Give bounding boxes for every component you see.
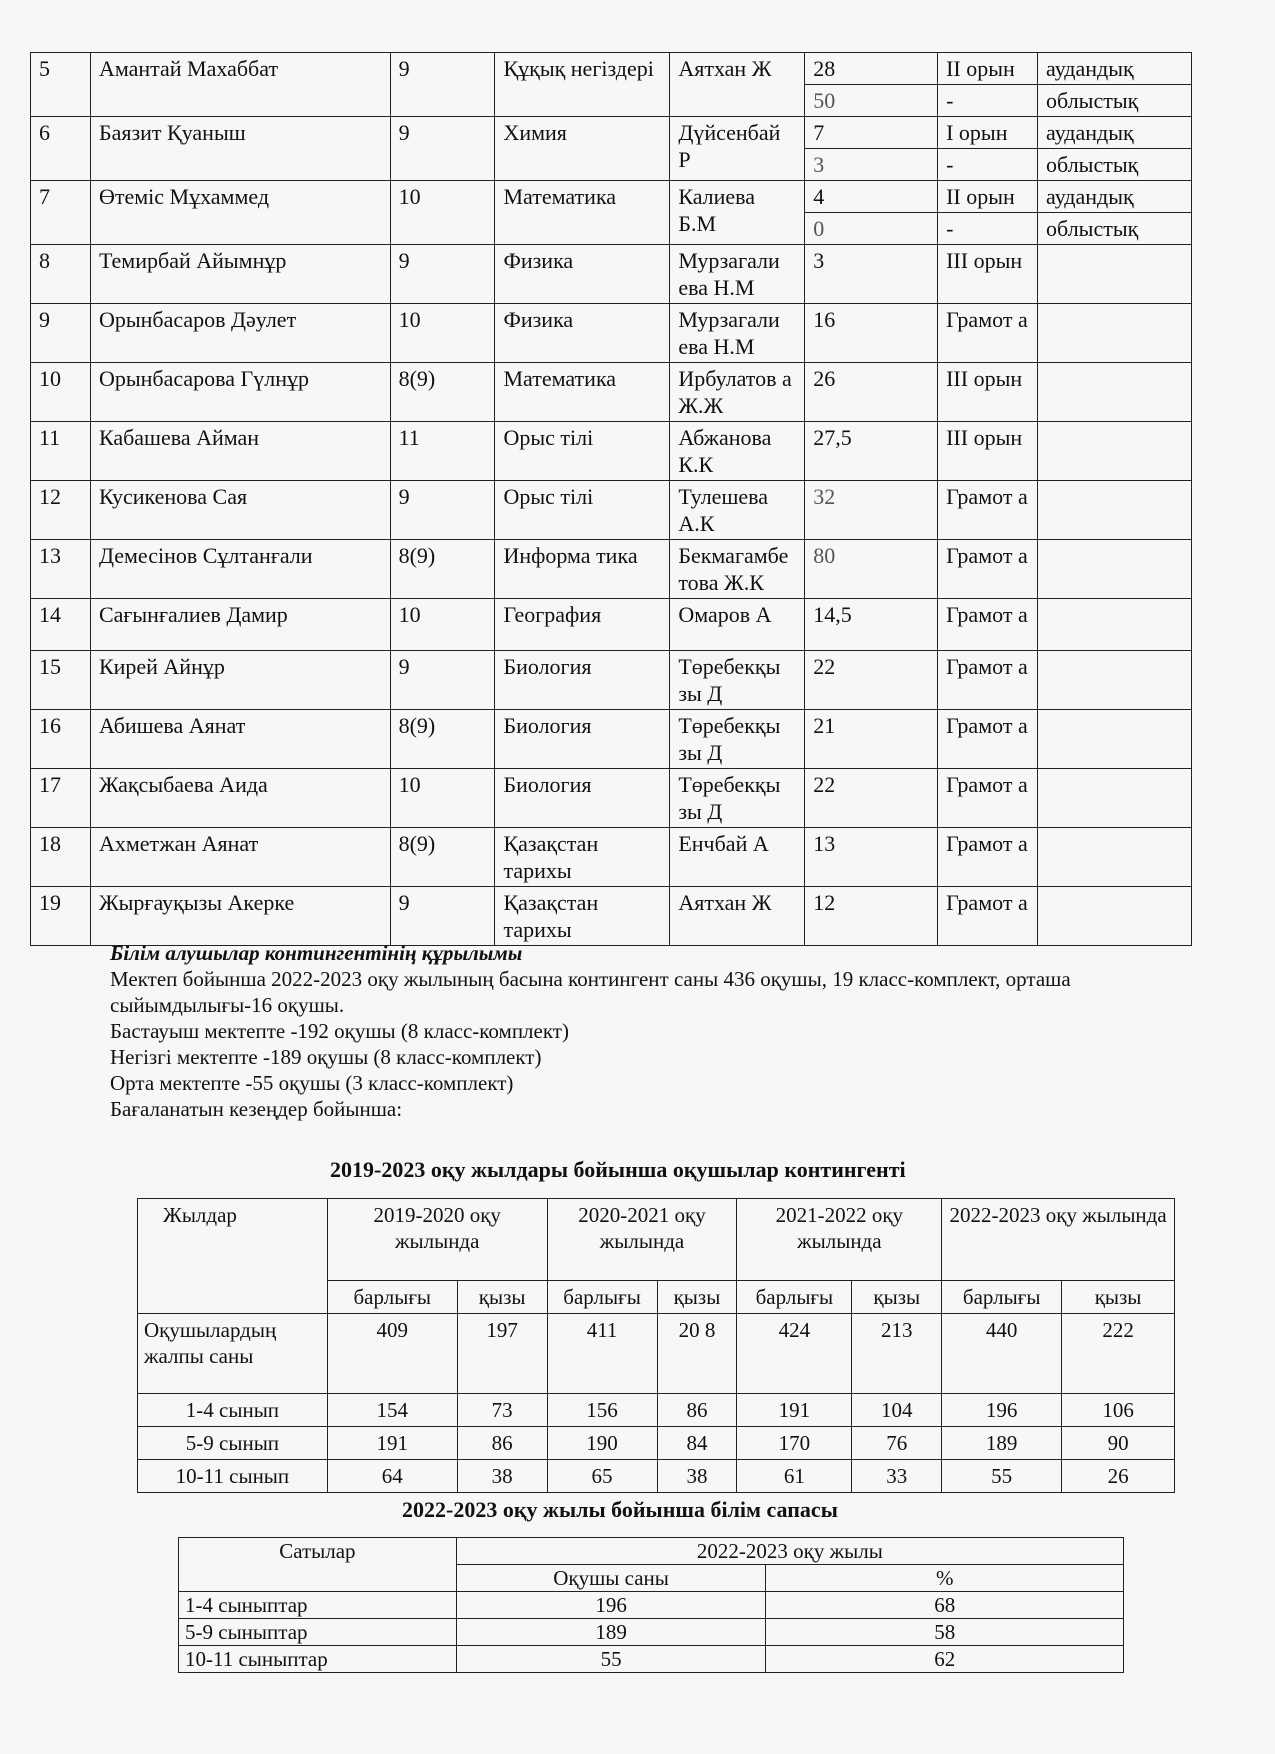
total-value: 154 <box>327 1394 457 1427</box>
grade: 9 <box>390 53 495 117</box>
level <box>1038 540 1192 599</box>
level: аудандық <box>1038 53 1192 85</box>
total-header: барлығы <box>737 1281 852 1314</box>
total-value: 61 <box>737 1460 852 1493</box>
level: облыстық <box>1038 149 1192 181</box>
girls-value: 104 <box>852 1394 942 1427</box>
subject: Биология <box>495 710 670 769</box>
place: Грамот а <box>938 887 1038 946</box>
teacher: Төребекқы зы Д <box>670 710 805 769</box>
score: 13 <box>805 828 938 887</box>
subject: Қазақстан тарихы <box>495 887 670 946</box>
girls-header: қызы <box>657 1281 737 1314</box>
grade: 10 <box>390 181 495 245</box>
table-row <box>179 1592 1124 1619</box>
student-name: Жырғауқызы Акерке <box>90 887 390 946</box>
score: 28 <box>805 53 938 85</box>
table-row <box>31 651 1192 710</box>
quality-percent: 68 <box>766 1592 1124 1619</box>
total-value: 65 <box>547 1460 657 1493</box>
score: 3 <box>805 149 938 181</box>
place: Грамот а <box>938 651 1038 710</box>
student-count: 189 <box>456 1619 766 1646</box>
place: Грамот а <box>938 481 1038 540</box>
student-count: 196 <box>456 1592 766 1619</box>
quality-percent: 58 <box>766 1619 1124 1646</box>
student-name: Жақсыбаева Аида <box>90 769 390 828</box>
contingent-table <box>137 1198 1175 1493</box>
girls-value: 86 <box>457 1427 547 1460</box>
grade: 8(9) <box>390 363 495 422</box>
subject: Орыс тілі <box>495 422 670 481</box>
subject: География <box>495 599 670 651</box>
table-row <box>138 1314 1175 1394</box>
year-header: 2022-2023 оқу жылы <box>456 1538 1123 1565</box>
level <box>1038 422 1192 481</box>
girls-value: 84 <box>657 1427 737 1460</box>
score: 22 <box>805 769 938 828</box>
teacher: Калиева Б.М <box>670 181 805 245</box>
table-row <box>31 181 1192 213</box>
girls-value: 38 <box>657 1460 737 1493</box>
score: 27,5 <box>805 422 938 481</box>
place: Грамот а <box>938 828 1038 887</box>
teacher: Бекмагамбе това Ж.К <box>670 540 805 599</box>
girls-value: 197 <box>457 1314 547 1394</box>
count-header: Оқушы саны <box>456 1565 766 1592</box>
girls-header: қызы <box>852 1281 942 1314</box>
levels-header: Сатылар <box>179 1538 457 1592</box>
row-label: 5-9 сынып <box>138 1427 328 1460</box>
year-header: 2019-2020 оқу жылында <box>327 1199 547 1281</box>
table-row <box>31 769 1192 828</box>
year-header: 2022-2023 оқу жылында <box>942 1199 1175 1281</box>
row-number: 9 <box>31 304 91 363</box>
subject: Физика <box>495 304 670 363</box>
paragraph: Бағаланатын кезеңдер бойынша: <box>110 1097 403 1121</box>
score: 16 <box>805 304 938 363</box>
table-row <box>138 1427 1175 1460</box>
place: Грамот а <box>938 540 1038 599</box>
subject: Биология <box>495 651 670 710</box>
student-name: Кабашева Айман <box>90 422 390 481</box>
subject: Информа тика <box>495 540 670 599</box>
total-value: 55 <box>942 1460 1062 1493</box>
row-number: 5 <box>31 53 91 117</box>
girls-value: 222 <box>1062 1314 1175 1394</box>
place: - <box>938 213 1038 245</box>
grade: 8(9) <box>390 540 495 599</box>
table-row <box>138 1460 1175 1493</box>
place: ІІ орын <box>938 181 1038 213</box>
total-header: барлығы <box>547 1281 657 1314</box>
girls-value: 26 <box>1062 1460 1175 1493</box>
score: 0 <box>805 213 938 245</box>
level <box>1038 710 1192 769</box>
total-header: барлығы <box>942 1281 1062 1314</box>
year-header: 2021-2022 оқу жылында <box>737 1199 942 1281</box>
total-value: 191 <box>327 1427 457 1460</box>
place: Грамот а <box>938 304 1038 363</box>
grade: 9 <box>390 481 495 540</box>
total-value: 191 <box>737 1394 852 1427</box>
olympiad-results-table <box>30 52 1192 946</box>
subject: Құқық негіздері <box>495 53 670 117</box>
table-row <box>31 53 1192 85</box>
table-row <box>31 710 1192 769</box>
teacher: Мурзагали ева Н.М <box>670 304 805 363</box>
level: облыстық <box>1038 85 1192 117</box>
student-count: 55 <box>456 1646 766 1673</box>
level <box>1038 599 1192 651</box>
grade: 8(9) <box>390 710 495 769</box>
total-value: 409 <box>327 1314 457 1394</box>
score: 4 <box>805 181 938 213</box>
total-value: 170 <box>737 1427 852 1460</box>
student-name: Демесінов Сұлтанғали <box>90 540 390 599</box>
place: Грамот а <box>938 710 1038 769</box>
table-row <box>31 363 1192 422</box>
grade: 8(9) <box>390 828 495 887</box>
total-value: 64 <box>327 1460 457 1493</box>
level <box>1038 481 1192 540</box>
teacher: Аятхан Ж <box>670 887 805 946</box>
table-row <box>31 481 1192 540</box>
quality-percent: 62 <box>766 1646 1124 1673</box>
teacher: Аятхан Ж <box>670 53 805 117</box>
total-header: барлығы <box>327 1281 457 1314</box>
row-number: 19 <box>31 887 91 946</box>
table-row <box>31 828 1192 887</box>
level <box>1038 828 1192 887</box>
student-name: Орынбасарова Гүлнұр <box>90 363 390 422</box>
score: 22 <box>805 651 938 710</box>
student-name: Ахметжан Аянат <box>90 828 390 887</box>
table-row <box>31 245 1192 304</box>
total-value: 189 <box>942 1427 1062 1460</box>
grade: 9 <box>390 117 495 181</box>
student-name: Өтеміс Мұхаммед <box>90 181 390 245</box>
score: 3 <box>805 245 938 304</box>
student-name: Баязит Қуаныш <box>90 117 390 181</box>
grade: 10 <box>390 599 495 651</box>
row-number: 8 <box>31 245 91 304</box>
quality-table <box>178 1537 1124 1673</box>
row-label: 1-4 сынып <box>138 1394 328 1427</box>
subject: Қазақстан тарихы <box>495 828 670 887</box>
row-number: 16 <box>31 710 91 769</box>
teacher: Мурзагали ева Н.М <box>670 245 805 304</box>
total-value: 411 <box>547 1314 657 1394</box>
row-number: 18 <box>31 828 91 887</box>
teacher: Омаров А <box>670 599 805 651</box>
level-label: 5-9 сыныптар <box>179 1619 457 1646</box>
total-value: 190 <box>547 1427 657 1460</box>
table-row <box>31 422 1192 481</box>
student-name: Темирбай Айымнұр <box>90 245 390 304</box>
student-name: Кусикенова Сая <box>90 481 390 540</box>
paragraph: Негізгі мектепте -189 оқушы (8 класс-комплект) <box>110 1045 542 1069</box>
score: 21 <box>805 710 938 769</box>
place: ІІІ орын <box>938 363 1038 422</box>
girls-value: 90 <box>1062 1427 1175 1460</box>
row-label: 10-11 сынып <box>138 1460 328 1493</box>
level-label: 1-4 сыныптар <box>179 1592 457 1619</box>
table-row <box>179 1646 1124 1673</box>
grade: 9 <box>390 651 495 710</box>
teacher: Төребекқы зы Д <box>670 651 805 710</box>
grade: 11 <box>390 422 495 481</box>
teacher: Ирбулатов а Ж.Ж <box>670 363 805 422</box>
quality-table-heading: 2022-2023 оқу жылы бойынша білім сапасы <box>402 1497 838 1522</box>
paragraph: Бастауыш мектепте -192 оқушы (8 класс-комплект) <box>110 1019 569 1043</box>
place: ІІІ орын <box>938 422 1038 481</box>
row-number: 7 <box>31 181 91 245</box>
row-number: 15 <box>31 651 91 710</box>
girls-header: қызы <box>457 1281 547 1314</box>
teacher: Тулешева А.К <box>670 481 805 540</box>
row-number: 10 <box>31 363 91 422</box>
row-label: Оқушылардың жалпы саны <box>138 1314 328 1394</box>
teacher: Абжанова К.К <box>670 422 805 481</box>
row-number: 6 <box>31 117 91 181</box>
place: ІІ орын <box>938 53 1038 85</box>
student-name: Орынбасаров Дәулет <box>90 304 390 363</box>
girls-value: 20 8 <box>657 1314 737 1394</box>
girls-value: 106 <box>1062 1394 1175 1427</box>
paragraph: Орта мектепте -55 оқушы (3 класс-комплект) <box>110 1071 514 1095</box>
row-number: 12 <box>31 481 91 540</box>
place: - <box>938 85 1038 117</box>
total-value: 440 <box>942 1314 1062 1394</box>
subject: Химия <box>495 117 670 181</box>
section-title: Білім алушылар контингентінің құрылымы <box>110 941 523 965</box>
girls-value: 86 <box>657 1394 737 1427</box>
percent-header: % <box>766 1565 1124 1592</box>
subject: Математика <box>495 181 670 245</box>
row-number: 17 <box>31 769 91 828</box>
level <box>1038 769 1192 828</box>
teacher: Енчбай А <box>670 828 805 887</box>
total-value: 196 <box>942 1394 1062 1427</box>
place: Грамот а <box>938 769 1038 828</box>
girls-value: 38 <box>457 1460 547 1493</box>
student-name: Кирей Айнұр <box>90 651 390 710</box>
contingent-section <box>110 940 1230 1122</box>
level: аудандық <box>1038 181 1192 213</box>
total-value: 156 <box>547 1394 657 1427</box>
score: 32 <box>805 481 938 540</box>
contingent-table-heading: 2019-2023 оқу жылдары бойынша оқушылар контингенті <box>330 1157 906 1182</box>
grade: 9 <box>390 887 495 946</box>
row-number: 14 <box>31 599 91 651</box>
place: - <box>938 149 1038 181</box>
level <box>1038 651 1192 710</box>
teacher: Дүйсенбай Р <box>670 117 805 181</box>
level: облыстық <box>1038 213 1192 245</box>
year-header: 2020-2021 оқу жылында <box>547 1199 737 1281</box>
grade: 10 <box>390 304 495 363</box>
subject: Математика <box>495 363 670 422</box>
table-row <box>31 599 1192 651</box>
grade: 9 <box>390 245 495 304</box>
level <box>1038 363 1192 422</box>
table-row <box>138 1394 1175 1427</box>
score: 7 <box>805 117 938 149</box>
subject: Физика <box>495 245 670 304</box>
teacher: Төребекқы зы Д <box>670 769 805 828</box>
score: 12 <box>805 887 938 946</box>
student-name: Сағынғалиев Дамир <box>90 599 390 651</box>
table-row <box>31 540 1192 599</box>
level <box>1038 887 1192 946</box>
table-row <box>31 117 1192 149</box>
place: І орын <box>938 117 1038 149</box>
table-row <box>31 887 1192 946</box>
girls-header: қызы <box>1062 1281 1175 1314</box>
row-number: 13 <box>31 540 91 599</box>
grade: 10 <box>390 769 495 828</box>
student-name: Амантай Махаббат <box>90 53 390 117</box>
subject: Орыс тілі <box>495 481 670 540</box>
level <box>1038 245 1192 304</box>
place: Грамот а <box>938 599 1038 651</box>
paragraph: Мектеп бойынша 2022-2023 оқу жылының басына контингент саны 436 оқушы, 19 класс-комплект, орташа сыйымдылығы-16 оқушы. <box>110 967 1071 1017</box>
score: 26 <box>805 363 938 422</box>
student-name: Абишева Аянат <box>90 710 390 769</box>
level-label: 10-11 сыныптар <box>179 1646 457 1673</box>
table-row <box>31 304 1192 363</box>
level: аудандық <box>1038 117 1192 149</box>
girls-value: 33 <box>852 1460 942 1493</box>
score: 80 <box>805 540 938 599</box>
subject: Биология <box>495 769 670 828</box>
level <box>1038 304 1192 363</box>
place: ІІІ орын <box>938 245 1038 304</box>
row-number: 11 <box>31 422 91 481</box>
years-header: Жылдар <box>138 1199 328 1314</box>
girls-value: 76 <box>852 1427 942 1460</box>
score: 50 <box>805 85 938 117</box>
table-row <box>179 1619 1124 1646</box>
total-value: 424 <box>737 1314 852 1394</box>
girls-value: 73 <box>457 1394 547 1427</box>
girls-value: 213 <box>852 1314 942 1394</box>
score: 14,5 <box>805 599 938 651</box>
